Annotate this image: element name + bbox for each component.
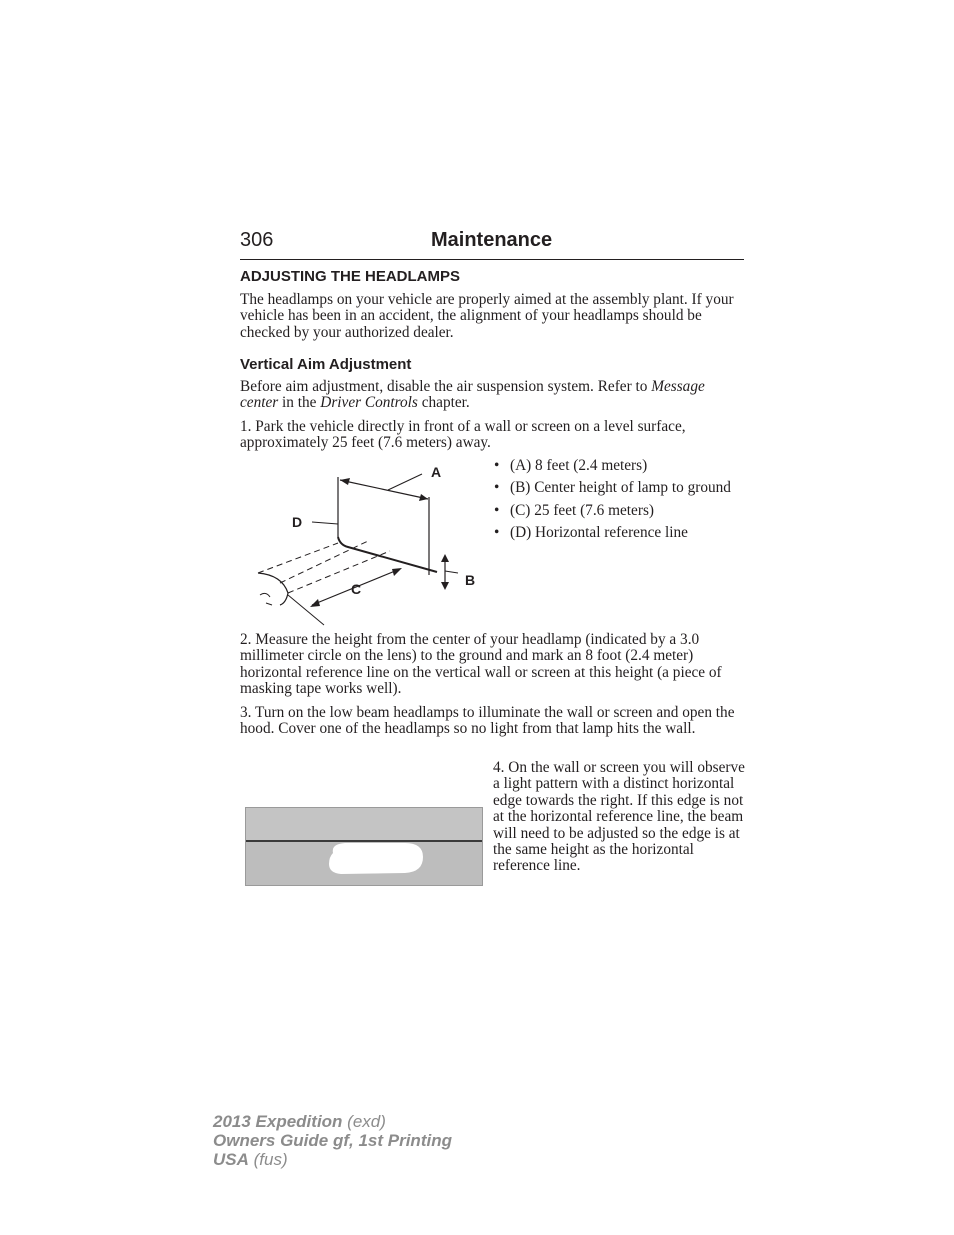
before-text-1: Before aim adjustment, disable the air suspension system. Refer to: [240, 378, 652, 395]
label-b: B: [465, 572, 476, 588]
beam-dashed-middle: [280, 541, 368, 583]
legend-item-c: • (C) 25 feet (7.6 meters): [494, 501, 654, 519]
wall-upper-area: [246, 808, 482, 840]
step-2-paragraph: 2. Measure the height from the center of your headlamp (indicated by a 3.0 millimeter circle on the lens) to the ground and mark an 8 foot (2.4 meter) horizontal reference line on the vertical wall or screen at this height (a piece of masking tape works well).: [240, 631, 722, 698]
horizontal-reference-line: [338, 537, 437, 572]
dimension-b-arrow-up: [441, 554, 449, 562]
message-center-reference: Message center: [240, 378, 705, 412]
step-1-paragraph: 1. Park the vehicle directly in front of a wall or screen on a level surface, approximately 25 feet (7.6 meters) away.: [240, 418, 686, 452]
label-a-leader: [388, 474, 422, 490]
before-text-3: chapter.: [417, 394, 470, 412]
dimension-c-tick: [288, 595, 324, 625]
footer-line-2: Owners Guide gf, 1st Printing: [213, 1131, 452, 1150]
page-number: 306: [240, 229, 274, 251]
intro-paragraph: The headlamps on your vehicle are properly aimed at the assembly plant. If your vehicle has been in an accident, the alignment of your headlamps should be checked by your authorized dealer.: [240, 291, 734, 341]
dimension-a-arrow-left: [340, 478, 350, 485]
legend-item-a: • (A) 8 feet (2.4 meters): [494, 457, 648, 474]
label-b-leader: [445, 571, 458, 573]
headlamp-detail: [260, 593, 270, 597]
header-rule: [240, 259, 744, 260]
section-header-title: Maintenance: [431, 229, 553, 251]
before-text-2: in the: [278, 394, 321, 412]
headlamp-aim-diagram: [240, 455, 490, 630]
dimension-c-arrow-right: [392, 568, 402, 576]
step-3-paragraph: 3. Turn on the low beam headlamps to illuminate the wall or screen and open the hood. Cover one of the headlamps so no light from that lamp hits the wall.: [240, 704, 735, 738]
diagram-legend: [492, 458, 744, 548]
driver-controls-reference: Driver Controls: [320, 394, 418, 412]
label-a: A: [431, 464, 442, 480]
label-d-leader: [312, 522, 338, 524]
step-4-paragraph: 4. On the wall or screen you will observe a light pattern with a distinct horizontal edge towards the right. If this edge is not at the horizontal reference line, the beam will need to be adjusted so the edge is at the same height as the horizontal reference line.: [493, 759, 745, 875]
beam-dashed-upper: [258, 543, 338, 573]
legend-item-b: • (B) Center height of lamp to ground: [494, 479, 731, 497]
legend-item-d: • (D) Horizontal reference line: [494, 524, 688, 542]
dimension-a-line: [340, 480, 428, 499]
light-pattern-illustration: [245, 807, 483, 887]
label-c: C: [351, 581, 362, 597]
light-pattern-spot: [329, 843, 423, 874]
subsection-title: Vertical Aim Adjustment: [240, 356, 412, 373]
dimension-b-arrow-down: [441, 582, 449, 590]
document-footer: [213, 1112, 452, 1169]
footer-line-1: 2013 Expedition (exd): [213, 1112, 386, 1131]
label-d: D: [292, 514, 303, 530]
headlamp-detail-2: [266, 603, 272, 605]
before-adjustment-paragraph: [240, 379, 746, 412]
section-title: ADJUSTING THE HEADLAMPS: [240, 268, 461, 285]
dimension-c-arrow-left: [310, 599, 320, 607]
dimension-a-arrow-right: [419, 494, 428, 501]
headlamp-outline: [258, 573, 288, 605]
footer-line-3: USA (fus): [213, 1150, 288, 1169]
